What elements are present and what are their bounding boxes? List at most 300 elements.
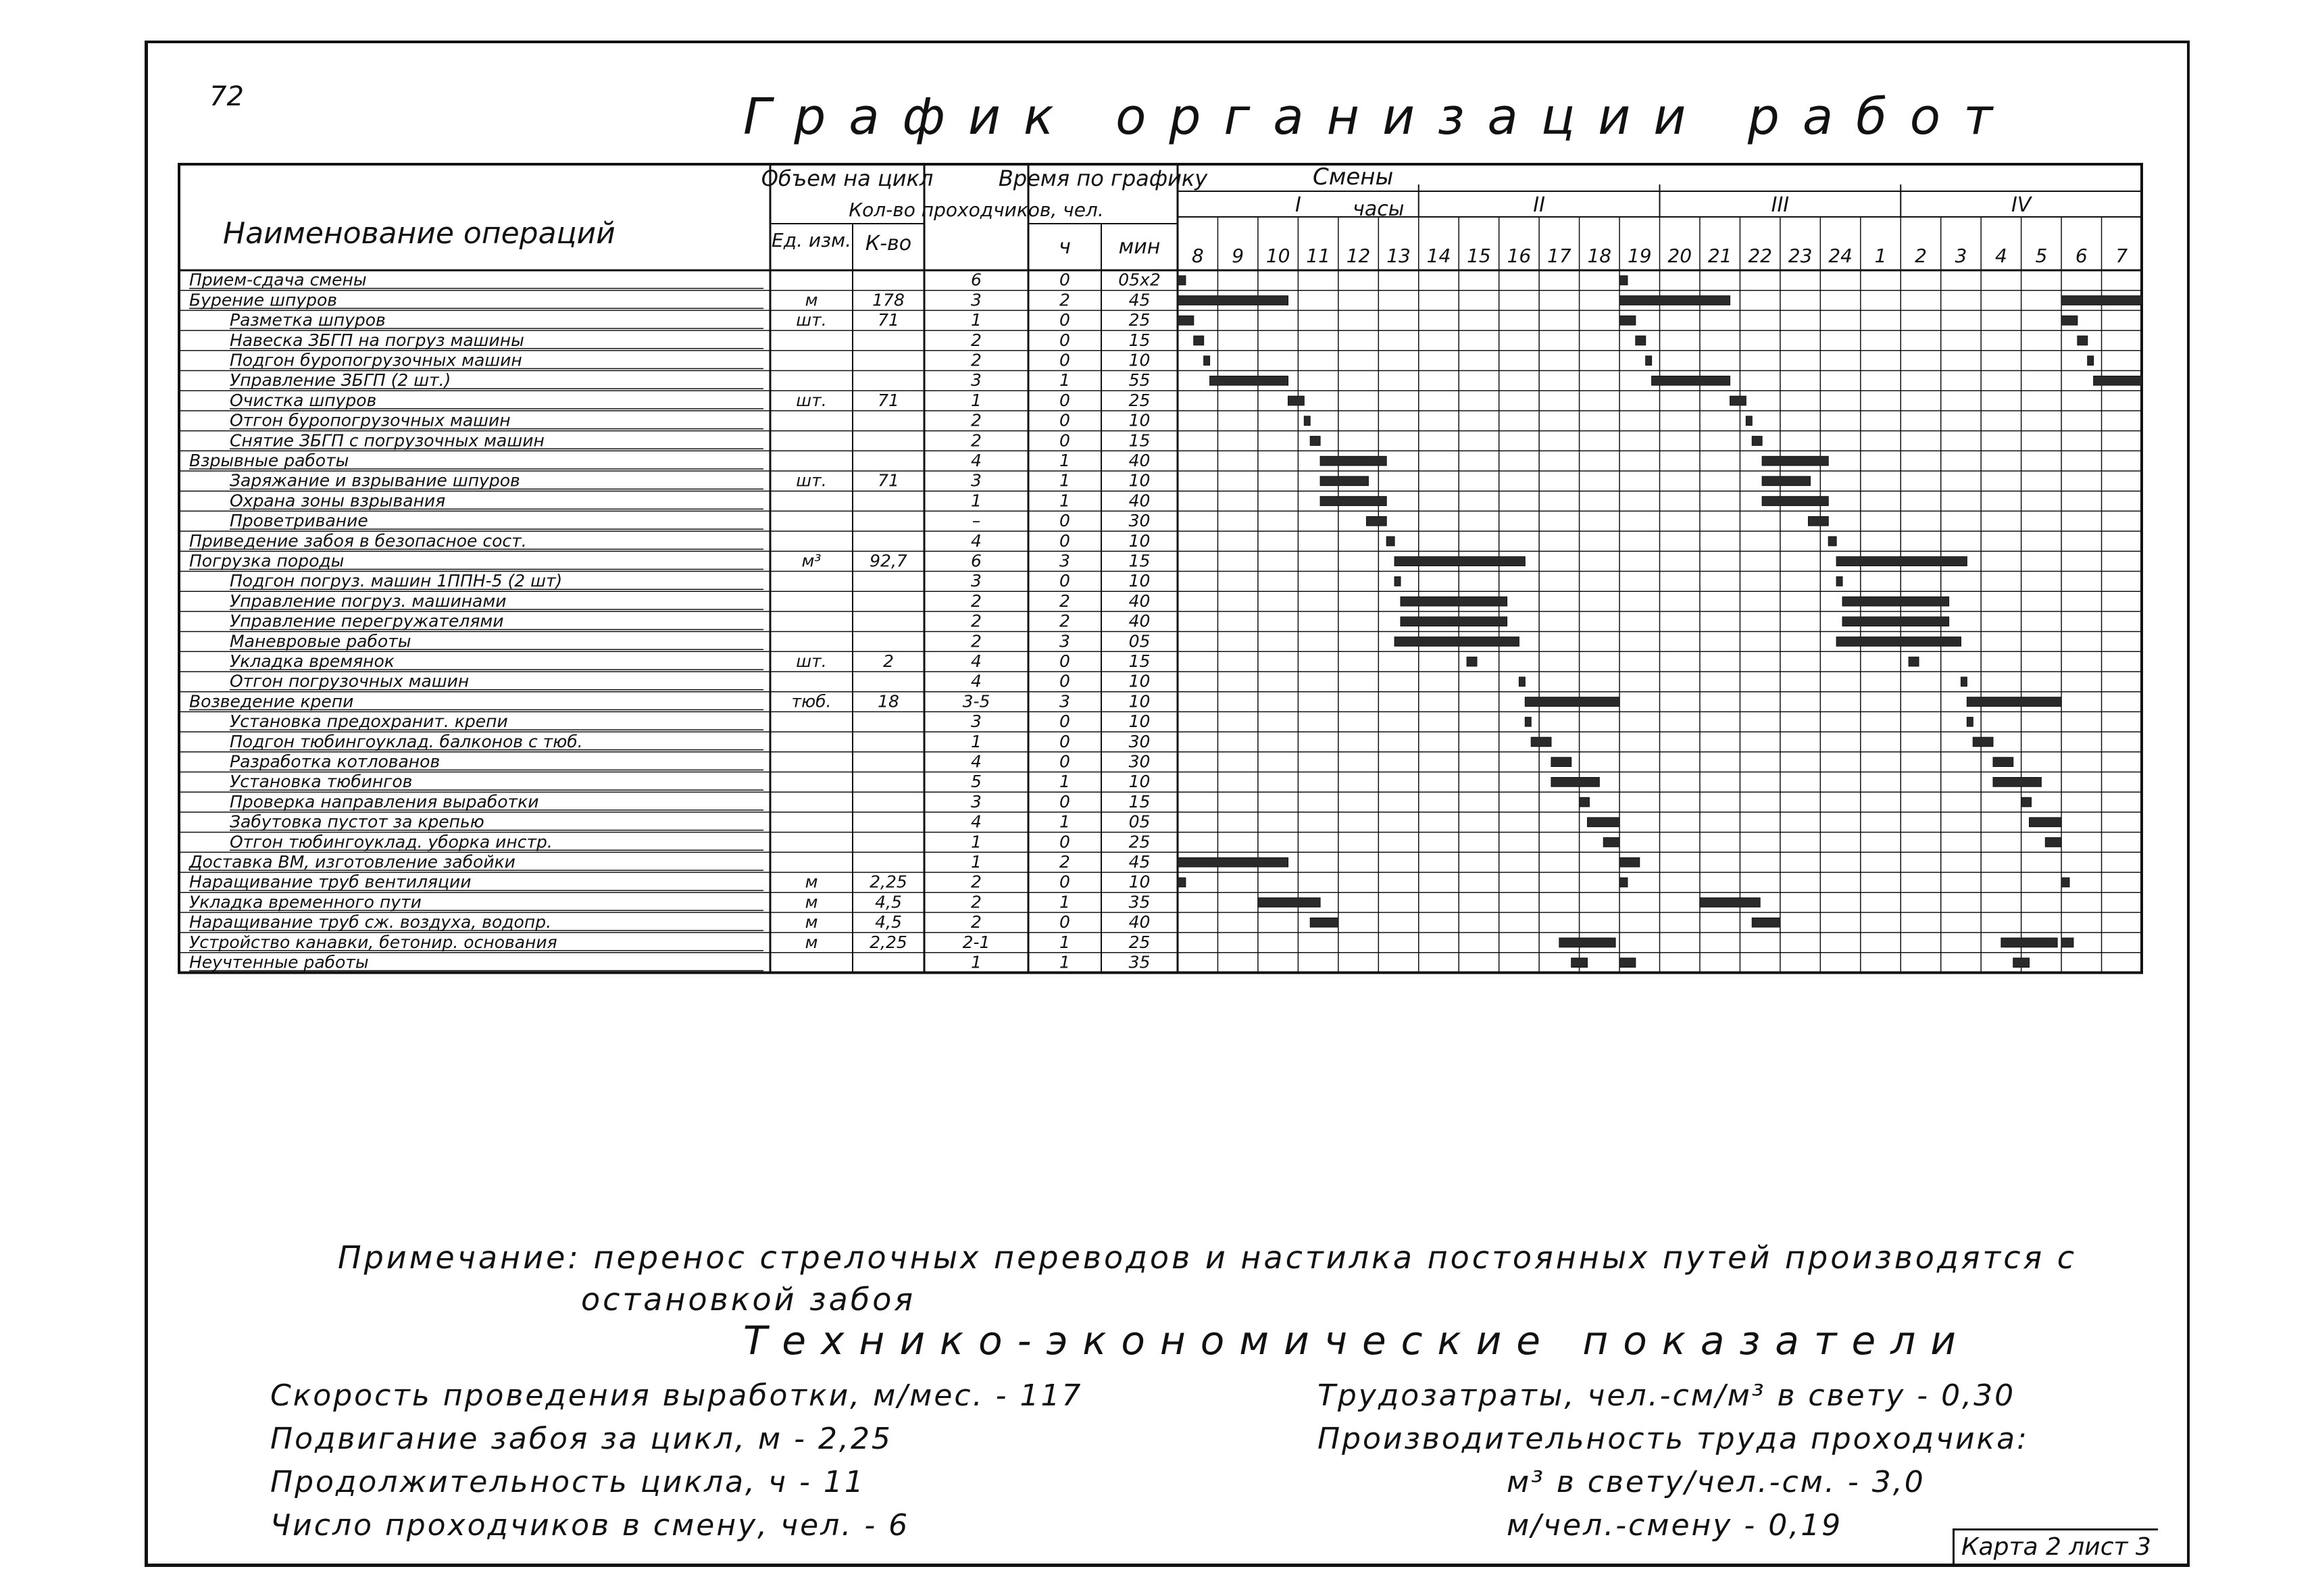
gantt-bar (1304, 416, 1310, 426)
gantt-bar (1531, 737, 1551, 747)
hours-cell: 0 (1059, 410, 1070, 430)
gantt-bar (1401, 597, 1507, 606)
workers-cell: 1 (971, 832, 982, 852)
workers-cell: 3 (971, 470, 982, 491)
qty-cell: 2 (883, 651, 894, 671)
note (338, 1237, 2077, 1320)
indicator-label: Подвигание забоя за цикл, м (270, 1422, 783, 1456)
gantt-bar (1587, 818, 1619, 827)
gantt-bar (1619, 276, 1628, 285)
hours-cell: 2 (1059, 852, 1070, 872)
indicator-value: - 0,30 (1917, 1378, 2016, 1413)
workers-cell: 1 (971, 731, 982, 751)
gantt-bar (1836, 577, 1842, 587)
qty-cell: 178 (872, 290, 905, 310)
minutes-cell: 05 (1128, 812, 1151, 832)
hour-cell: 3 (1955, 245, 1967, 267)
gantt-bar (1967, 697, 2061, 707)
gantt-bar (1762, 476, 1810, 486)
gantt-bar (1210, 376, 1288, 386)
workers-cell: 2 (971, 350, 982, 370)
operation-header: Наименование операций (223, 216, 615, 251)
gantt-bar (1619, 296, 1730, 305)
hours-label: часы (1353, 197, 1405, 221)
operation-name: Забутовка пустот за крепью (230, 812, 484, 832)
gantt-bar (1394, 637, 1519, 647)
operation-name: Бурение шпуров (189, 290, 338, 310)
indicator-row (1317, 1422, 2029, 1465)
minutes-cell: 25 (1128, 932, 1151, 952)
hours-cell: 0 (1059, 832, 1070, 852)
unit-cell: шт. (796, 470, 827, 491)
gantt-bar (1619, 958, 1636, 968)
gantt-bar (1752, 918, 1780, 927)
hours-cell: 0 (1059, 430, 1070, 451)
shift-label: Смены (1313, 164, 1394, 191)
hours-cell: 1 (1059, 892, 1070, 912)
operation-name: Прием-сдача смены (189, 270, 367, 290)
gantt-bar (1258, 898, 1320, 907)
volume-header: Объем на цикл (761, 166, 934, 191)
indicator-row (1317, 1508, 2029, 1551)
minutes-cell: 10 (1128, 671, 1151, 691)
minutes-cell: 15 (1128, 430, 1151, 451)
hours-cell: 0 (1059, 390, 1070, 410)
hour-cell: 21 (1707, 245, 1732, 267)
workers-cell: 2 (971, 912, 982, 932)
minutes-cell: 15 (1128, 791, 1151, 812)
unit-cell: шт. (796, 651, 827, 671)
gantt-bar (1619, 857, 1640, 867)
operation-name: Навеска ЗБГП на погруз машины (230, 330, 524, 350)
gantt-bar (1762, 456, 1828, 466)
hour-cell: 10 (1265, 245, 1290, 267)
hours-cell: 1 (1059, 470, 1070, 491)
gantt-bar (1320, 476, 1368, 486)
hours-cell: 0 (1059, 751, 1070, 772)
workers-cell: 1 (971, 952, 982, 972)
gantt-bar (2088, 356, 2094, 366)
indicator-row (1317, 1378, 2029, 1422)
minutes-cell: 10 (1128, 571, 1151, 591)
indicator-row (270, 1378, 1082, 1422)
gantt-bar (1320, 497, 1386, 506)
minutes-cell: 35 (1128, 952, 1151, 972)
hour-cell: 11 (1306, 245, 1330, 267)
shift-number: I (1294, 193, 1301, 217)
minutes-cell: 05 (1128, 631, 1151, 651)
gantt-bar (1551, 778, 1599, 787)
indicators-title: Технико-экономические показатели (743, 1318, 1971, 1364)
gantt-bar (1967, 717, 1973, 726)
operation-name: Управление погруз. машинами (230, 591, 507, 611)
operation-name: Проветривание (230, 511, 368, 531)
gantt-bar (1961, 677, 1967, 687)
indicator-row (270, 1465, 1082, 1508)
workers-cell: 4 (971, 451, 982, 470)
hours-cell: 0 (1059, 671, 1070, 691)
qty-header: К-во (865, 232, 912, 255)
hours-cell: 0 (1059, 530, 1070, 551)
workers-cell: 1 (971, 390, 982, 410)
note-line-2: остановкой забоя (581, 1281, 916, 1318)
gantt-bar (1652, 376, 1730, 386)
gantt-bar (2013, 958, 2030, 968)
workers-cell: 2 (971, 330, 982, 350)
workers-cell: 4 (971, 812, 982, 832)
unit-cell: м (805, 872, 818, 892)
hours-cell: 3 (1059, 551, 1070, 571)
shift-number: III (1771, 193, 1790, 217)
workers-cell: 5 (971, 772, 982, 792)
hours-cell: 1 (1059, 932, 1070, 952)
workers-cell: 2 (971, 430, 982, 451)
gantt-bar (1571, 958, 1588, 968)
minutes-cell: 30 (1128, 751, 1151, 772)
minutes-cell: 35 (1128, 892, 1151, 912)
gantt-bar (2061, 938, 2073, 947)
minutes-cell: 10 (1128, 530, 1151, 551)
gantt-bar (1525, 717, 1531, 726)
minutes-cell: 40 (1128, 491, 1151, 511)
gantt-bar (1394, 577, 1401, 587)
minutes-cell: 40 (1128, 591, 1151, 611)
operation-name: Разметка шпуров (230, 310, 386, 330)
workers-cell: 1 (971, 310, 982, 330)
note-line-1: Примечание: перенос стрелочных переводов и настилка постоянных путей производятся с (338, 1239, 2078, 1276)
workers-cell: 6 (971, 551, 982, 571)
gantt-bar (1993, 778, 2041, 787)
sheet-stamp: Карта 2 лист 3 (1953, 1528, 2158, 1564)
operation-name: Разработка котлованов (230, 751, 441, 772)
gantt-bar (1394, 557, 1525, 566)
operation-name: Подгон тюбингоуклад. балконов с тюб. (230, 731, 583, 751)
page-title: График организации работ (743, 88, 2016, 146)
hour-cell: 7 (2115, 245, 2128, 267)
gantt-bar (1808, 516, 1828, 526)
operation-name: Проверка направления выработки (230, 791, 539, 812)
gantt-bar (1178, 878, 1186, 887)
operation-name: Неучтенные работы (189, 952, 369, 972)
gantt-bar (1178, 296, 1288, 305)
qty-cell: 71 (878, 390, 899, 410)
hours-cell: 0 (1059, 712, 1070, 732)
workers-cell: 3 (971, 370, 982, 391)
hours-cell: 0 (1059, 731, 1070, 751)
workers-cell: 4 (971, 651, 982, 671)
workers-cell: 2 (971, 611, 982, 631)
gantt-bar (2094, 376, 2142, 386)
gantt-bar (1973, 737, 1993, 747)
gantt-bar (1746, 416, 1752, 426)
minutes-cell: 55 (1128, 370, 1151, 391)
operation-name: Наращивание труб сж. воздуха, водопр. (189, 912, 552, 932)
hour-cell: 12 (1346, 245, 1371, 267)
operation-name: Очистка шпуров (230, 390, 377, 410)
operation-name: Взрывные работы (189, 451, 349, 470)
workers-cell: 3 (971, 712, 982, 732)
page-number: 72 (209, 81, 244, 112)
gantt-bar (2061, 878, 2069, 887)
operation-name: Подгон буропогрузочных машин (230, 350, 522, 370)
workers-cell: 2 (971, 872, 982, 892)
workers-cell: – (972, 511, 981, 531)
hour-cell: 16 (1507, 245, 1532, 267)
minutes-cell: 25 (1128, 390, 1151, 410)
operation-name: Подгон погруз. машин 1ППН-5 (2 шт) (230, 571, 563, 591)
operation-name: Возведение крепи (189, 691, 354, 712)
workers-cell: 2 (971, 410, 982, 430)
hour-cell: 17 (1547, 245, 1571, 267)
hours-cell: 3 (1059, 691, 1070, 712)
gantt-bar (1467, 657, 1477, 666)
gantt-bar (1762, 497, 1828, 506)
minutes-cell: 05x2 (1118, 270, 1161, 290)
gantt-bar (2078, 336, 2088, 345)
indicator-label: Скорость проведения выработки, м/мес. (270, 1378, 984, 1413)
gantt-bar (1401, 617, 1507, 626)
gantt-bar (1366, 516, 1386, 526)
indicator-value: - 0,19 (1744, 1508, 1843, 1543)
hours-cell: 2 (1059, 591, 1070, 611)
gantt-bar (2030, 818, 2062, 827)
gantt-bar (1310, 437, 1320, 446)
hour-cell: 19 (1627, 245, 1652, 267)
qty-cell: 2,25 (870, 872, 907, 892)
indicator-value: - 3,0 (1847, 1465, 1926, 1499)
gantt-bar (1519, 677, 1525, 687)
operation-name: Отгон тюбингоуклад. уборка инстр. (230, 832, 553, 852)
hours-cell: 1 (1059, 491, 1070, 511)
hours-cell: 1 (1059, 812, 1070, 832)
gantt-bar (1836, 637, 1961, 647)
unit-cell: м (805, 892, 818, 912)
shift-number: II (1533, 193, 1545, 217)
minutes-cell: 15 (1128, 330, 1151, 350)
indicator-row (270, 1422, 1082, 1465)
operation-name: Управление перегружателями (230, 611, 504, 631)
operation-name: Отгон буропогрузочных машин (230, 410, 511, 430)
operation-name: Охрана зоны взрывания (230, 491, 446, 511)
operation-name: Погрузка породы (189, 551, 345, 571)
minutes-cell: 10 (1128, 410, 1151, 430)
workers-cell: 2-1 (962, 932, 990, 952)
unit-cell: м (805, 932, 818, 952)
hours-cell: 0 (1059, 791, 1070, 812)
unit-cell: тюб. (791, 691, 832, 712)
indicator-value: - 6 (864, 1508, 910, 1543)
minutes-cell: 10 (1128, 470, 1151, 491)
gantt-bar (2061, 296, 2142, 305)
hour-cell: 9 (1232, 245, 1244, 267)
indicator-row (1317, 1465, 2029, 1508)
workers-cell: 3 (971, 290, 982, 310)
unit-header: Ед. изм. (772, 229, 851, 251)
workers-cell: 4 (971, 751, 982, 772)
indicator-label: Производительность труда проходчика: (1317, 1422, 2029, 1456)
minutes-cell: 10 (1128, 691, 1151, 712)
hours-cell: 1 (1059, 772, 1070, 792)
gantt-bar (1580, 797, 1590, 807)
gantt-bar (1320, 456, 1386, 466)
hours-header: ч (1059, 235, 1071, 259)
gantt-bar (1194, 336, 1204, 345)
gantt-bar (2021, 797, 2032, 807)
operation-name: Отгон погрузочных машин (230, 671, 470, 691)
hours-cell: 0 (1059, 651, 1070, 671)
gantt-bar (1619, 878, 1628, 887)
hour-cell: 18 (1587, 245, 1612, 267)
unit-cell: м³ (801, 551, 822, 571)
unit-cell: шт. (796, 310, 827, 330)
operation-name: Наращивание труб вентиляции (189, 872, 472, 892)
gantt-bar (1700, 898, 1760, 907)
minutes-cell: 40 (1128, 451, 1151, 470)
hours-cell: 0 (1059, 571, 1070, 591)
operation-name: Укладка временного пути (189, 892, 422, 912)
gantt-bar (1310, 918, 1338, 927)
gantt-bar (1836, 557, 1967, 566)
indicator-value: - 117 (995, 1378, 1083, 1413)
qty-cell: 2,25 (870, 932, 907, 952)
gantt-bar (1752, 437, 1762, 446)
indicator-label: м³ в свету/чел.-см. (1507, 1465, 1836, 1499)
hours-cell: 0 (1059, 872, 1070, 892)
workers-cell: 1 (971, 852, 982, 872)
indicator-label: м/чел.-смену (1507, 1508, 1733, 1543)
gantt-bar (1993, 757, 2013, 767)
gantt-bar (1828, 537, 1836, 546)
hour-cell: 14 (1426, 245, 1451, 267)
gantt-bar (1559, 938, 1615, 947)
operation-name: Снятие ЗБГП с погрузочных машин (230, 430, 545, 451)
indicator-row (270, 1508, 1082, 1551)
shift-number: IV (2011, 193, 2032, 217)
gantt-bar (1619, 316, 1636, 325)
qty-cell: 92,7 (870, 551, 907, 571)
gantt-bar (1730, 396, 1746, 405)
workers-cell: 2 (971, 631, 982, 651)
hours-cell: 3 (1059, 631, 1070, 651)
gantt-bar (1178, 857, 1288, 867)
minutes-cell: 25 (1128, 832, 1151, 852)
workers-cell: 3 (971, 791, 982, 812)
indicators-right (1317, 1378, 2029, 1551)
unit-cell: шт. (796, 390, 827, 410)
minutes-cell: 25 (1128, 310, 1151, 330)
gantt-bar (1204, 356, 1210, 366)
hours-cell: 0 (1059, 330, 1070, 350)
minutes-cell: 45 (1128, 290, 1151, 310)
minutes-cell: 40 (1128, 611, 1151, 631)
gantt-bar (2001, 938, 2057, 947)
gantt-bar (2061, 316, 2078, 325)
unit-cell: м (805, 912, 818, 932)
hours-cell: 2 (1059, 290, 1070, 310)
operation-name: Устройство канавки, бетонир. основания (189, 932, 557, 952)
gantt-bar (1842, 617, 1949, 626)
hour-cell: 15 (1467, 245, 1491, 267)
hour-cell: 13 (1386, 245, 1411, 267)
gantt-bar (1178, 276, 1186, 285)
hour-cell: 1 (1874, 245, 1887, 267)
qty-cell: 71 (878, 310, 899, 330)
gantt-bar (1842, 597, 1949, 606)
operation-name: Укладка времянок (230, 651, 395, 671)
gantt-bar (1525, 697, 1619, 707)
qty-cell: 71 (878, 470, 899, 491)
minutes-cell: 15 (1128, 651, 1151, 671)
minutes-cell: 10 (1128, 712, 1151, 732)
hours-cell: 2 (1059, 611, 1070, 631)
indicator-value: - 2,25 (794, 1422, 892, 1456)
workers-cell: 3 (971, 571, 982, 591)
operation-name: Установка предохранит. крепи (230, 712, 508, 732)
workers-cell: 4 (971, 530, 982, 551)
minutes-cell: 45 (1128, 852, 1151, 872)
qty-cell: 4,5 (875, 912, 902, 932)
operation-name: Приведение забоя в безопасное сост. (189, 530, 527, 551)
gantt-bar (1909, 657, 1919, 666)
gantt-bar (1603, 838, 1619, 847)
minutes-cell: 10 (1128, 872, 1151, 892)
qty-cell: 4,5 (875, 892, 902, 912)
indicator-label: Число проходчиков в смену, чел. (270, 1508, 853, 1543)
indicators-left (270, 1378, 1082, 1551)
hour-cell: 24 (1828, 245, 1853, 267)
minutes-cell: 15 (1128, 551, 1151, 571)
hours-cell: 1 (1059, 451, 1070, 470)
gantt-bar (1646, 356, 1652, 366)
indicator-label: Трудозатраты, чел.-см/м³ в свету (1317, 1378, 1906, 1413)
hours-cell: 1 (1059, 952, 1070, 972)
workers-cell: 1 (971, 491, 982, 511)
unit-cell: м (805, 290, 818, 310)
time-header: Время по графику (998, 166, 1208, 191)
operation-name: Маневровые работы (230, 631, 411, 651)
gantt-bar (2045, 838, 2061, 847)
qty-cell: 18 (878, 691, 899, 712)
workers-cell: 4 (971, 671, 982, 691)
hour-cell: 2 (1915, 245, 1927, 267)
hour-cell: 4 (1994, 245, 2007, 267)
minutes-cell: 10 (1128, 772, 1151, 792)
minutes-header: мин (1118, 235, 1161, 259)
operation-name: Управление ЗБГП (2 шт.) (230, 370, 451, 391)
hour-cell: 22 (1748, 245, 1772, 267)
hours-cell: 0 (1059, 912, 1070, 932)
minutes-cell: 10 (1128, 350, 1151, 370)
workers-header: Кол-во проходчиков, чел. (849, 199, 1104, 221)
hour-cell: 5 (2035, 245, 2048, 267)
workers-cell: 3-5 (962, 691, 990, 712)
hour-cell: 23 (1788, 245, 1813, 267)
gantt-bar (1636, 336, 1646, 345)
hour-cell: 6 (2075, 245, 2088, 267)
operation-name: Доставка ВМ, изготовление забойки (189, 852, 515, 872)
minutes-cell: 30 (1128, 511, 1151, 531)
gantt-bar (1386, 537, 1394, 546)
hours-cell: 0 (1059, 350, 1070, 370)
hour-cell: 20 (1667, 245, 1692, 267)
operation-name: Установка тюбингов (230, 772, 413, 792)
hours-cell: 0 (1059, 511, 1070, 531)
workers-cell: 2 (971, 892, 982, 912)
hours-cell: 0 (1059, 310, 1070, 330)
minutes-cell: 40 (1128, 912, 1151, 932)
minutes-cell: 30 (1128, 731, 1151, 751)
operation-name: Заряжание и взрывание шпуров (230, 470, 520, 491)
